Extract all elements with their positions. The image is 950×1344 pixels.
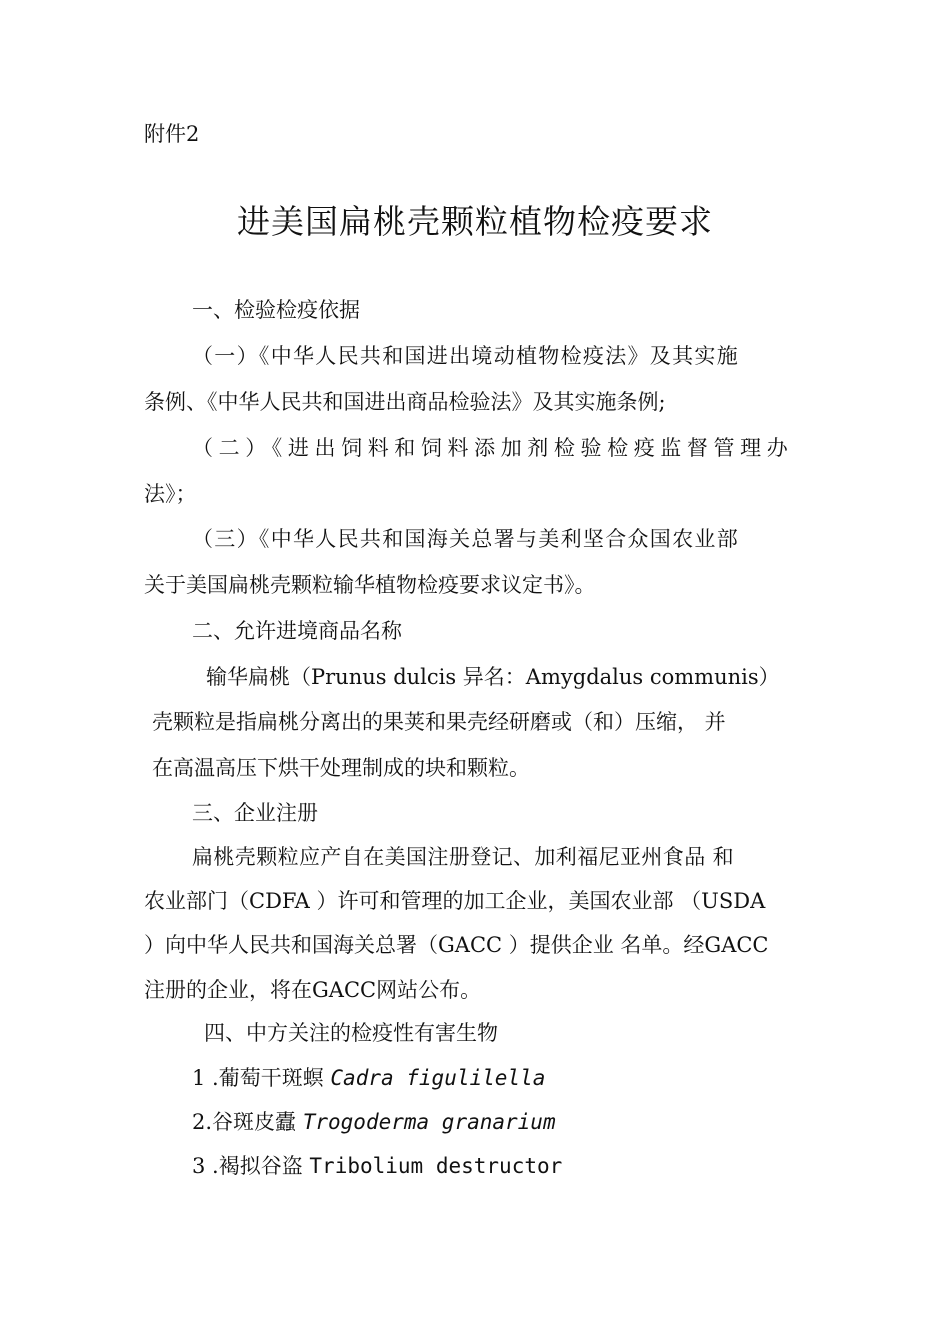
section-4-heading: 四、中方关注的检疫性有害生物 [204,1021,498,1045]
pest-chinese-name: 葡萄干斑螟 [218,1066,324,1090]
section-1-item-3-line-1: （三）《中华人民共和国海关总署与美利坚合众国农业部 [192,527,739,551]
pest-item [192,1066,545,1091]
section-1-item-3-line-2: 关于美国扁桃壳颗粒输华植物检疫要求议定书》。 [144,573,596,597]
pest-chinese-name: 褐拟谷盗 [218,1154,303,1178]
section-1-heading: 一、检验检疫依据 [192,298,360,322]
section-1-item-2-line-2: 法》； [144,482,197,506]
pest-number: 2. [192,1110,213,1134]
section-1-item-1-line-1: （一）《中华人民共和国进出境动植物检疫法》及其实施 [192,344,739,368]
document-title: 进美国扁桃壳颗粒植物检疫要求 [237,202,713,241]
section-1-item-2-line-1: （二）《进出饲料和饲料添加剂检验检疫监督管理办 [192,436,794,460]
pest-chinese-name: 谷斑皮蠹 [212,1110,297,1134]
pest-latin-name: Trogoderma granarium [302,1110,556,1134]
section-2-line-2: 壳颗粒是指扁桃分离出的果荚和果壳经研磨或（和）压缩， 并 [152,710,726,734]
pest-item [192,1154,562,1179]
attachment-label: 附件2 [144,122,200,146]
section-3-line-2: 农业部门（CDFA ）许可和管理的加工企业，美国农业部 （USDA [144,889,766,913]
pest-number: 1 . [192,1066,219,1090]
section-2-line-1: 输华扁桃（Prunus dulcis 异名：Amygdalus communis） [206,665,780,689]
section-2-heading: 二、允许进境商品名称 [192,619,402,643]
pest-latin-name: Tribolium destructor [309,1154,563,1178]
section-3-heading: 三、企业注册 [192,801,318,825]
section-1-item-1-line-2: 条例、《中华人民共和国进出商品检验法》及其实施条例; [144,390,666,414]
pest-number: 3 . [192,1154,219,1178]
pest-item [192,1110,556,1135]
pest-latin-name: Cadra figulilella [330,1066,546,1090]
section-2-line-3: 在高温高压下烘干处理制成的块和颗粒。 [152,756,530,780]
section-3-line-4: 注册的企业，将在GACC网站公布。 [144,978,482,1002]
section-3-line-1: 扁桃壳颗粒应产自在美国注册登记、加利福尼亚州食品 和 [192,845,735,869]
section-3-line-3: ）向中华人民共和国海关总署（GACC ）提供企业 名单。经GACC [144,933,769,957]
